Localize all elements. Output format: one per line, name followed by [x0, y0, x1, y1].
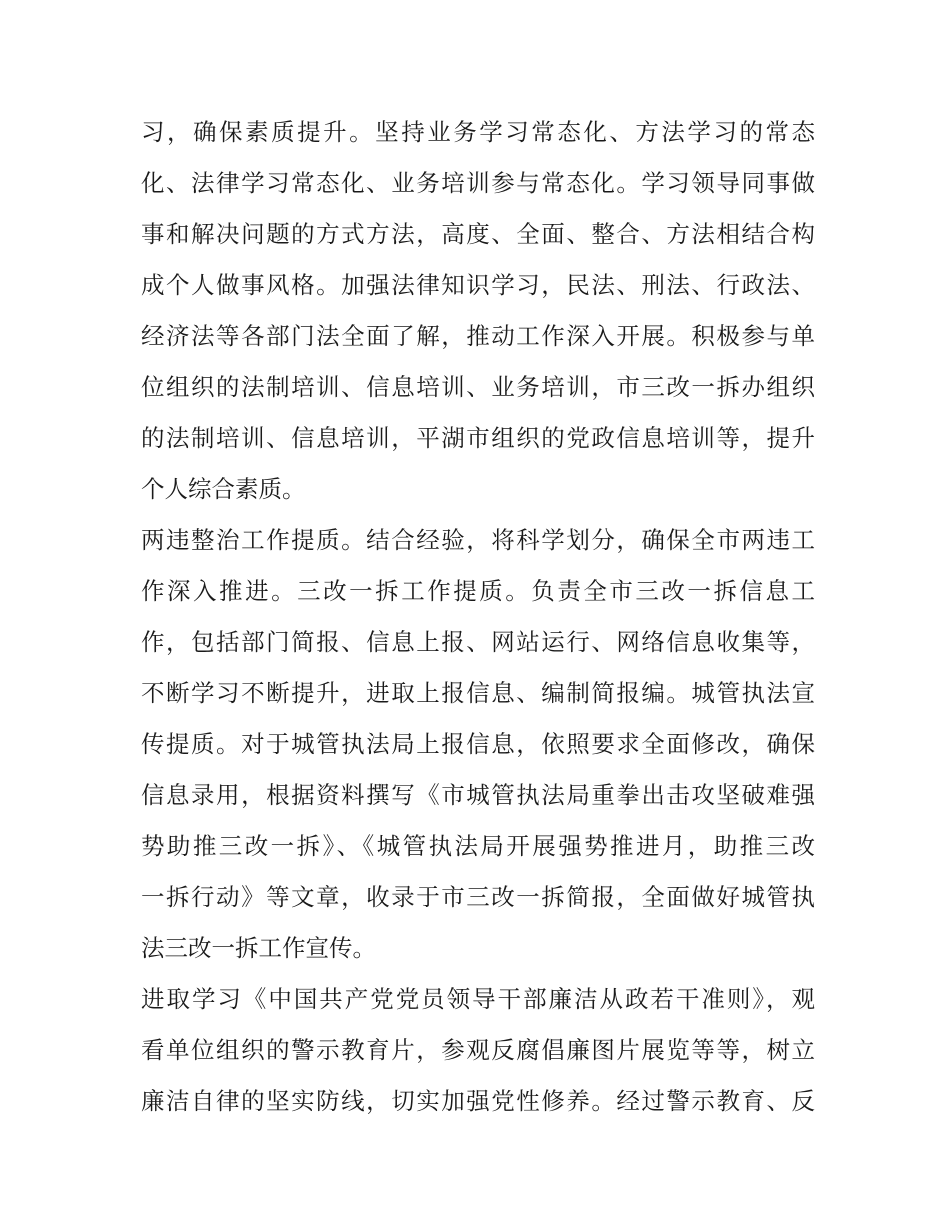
text-line: 的法制培训、信息培训，平湖市组织的党政信息培训等，提升	[141, 424, 815, 452]
text-line: 经济法等各部门法全面了解，推动工作深入开展。积极参与单	[141, 322, 815, 350]
paragraph	[141, 974, 815, 1127]
text-line: 廉洁自律的坚实防线，切实加强党性修养。经过警示教育、反	[141, 1087, 815, 1115]
document-body	[141, 107, 815, 1127]
text-line: 事和解决问题的方式方法，高度、全面、整合、方法相结合构	[141, 220, 815, 248]
text-line: 一拆行动》等文章，收录于市三改一拆简报，全面做好城管执	[141, 883, 815, 911]
text-line: 传提质。对于城管执法局上报信息，依照要求全面修改，确保	[141, 730, 815, 758]
text-line: 作深入推进。三改一拆工作提质。负责全市三改一拆信息工	[141, 577, 815, 605]
text-line: 位组织的法制培训、信息培训、业务培训，市三改一拆办组织	[141, 373, 815, 401]
text-line: 进取学习《中国共产党党员领导干部廉洁从政若干准则》，观	[141, 985, 815, 1013]
text-line: 看单位组织的警示教育片，参观反腐倡廉图片展览等等，树立	[141, 1036, 815, 1064]
text-line: 习，确保素质提升。坚持业务学习常态化、方法学习的常态	[141, 118, 815, 146]
text-line: 信息录用，根据资料撰写《市城管执法局重拳出击攻坚破难强	[141, 781, 815, 809]
text-line: 成个人做事风格。加强法律知识学习，民法、刑法、行政法、	[141, 271, 815, 299]
paragraph	[141, 107, 815, 515]
text-line: 个人综合素质。	[141, 475, 306, 503]
paragraph	[141, 515, 815, 974]
text-line: 势助推三改一拆》、《城管执法局开展强势推进月，助推三改	[141, 832, 815, 860]
text-line: 不断学习不断提升，进取上报信息、编制简报编。城管执法宣	[141, 679, 815, 707]
text-line: 作，包括部门简报、信息上报、网站运行、网络信息收集等，	[141, 628, 815, 656]
text-line: 法三改一拆工作宣传。	[141, 934, 376, 962]
text-line: 两违整治工作提质。结合经验，将科学划分，确保全市两违工	[141, 526, 815, 554]
text-line: 化、法律学习常态化、业务培训参与常态化。学习领导同事做	[141, 169, 815, 197]
